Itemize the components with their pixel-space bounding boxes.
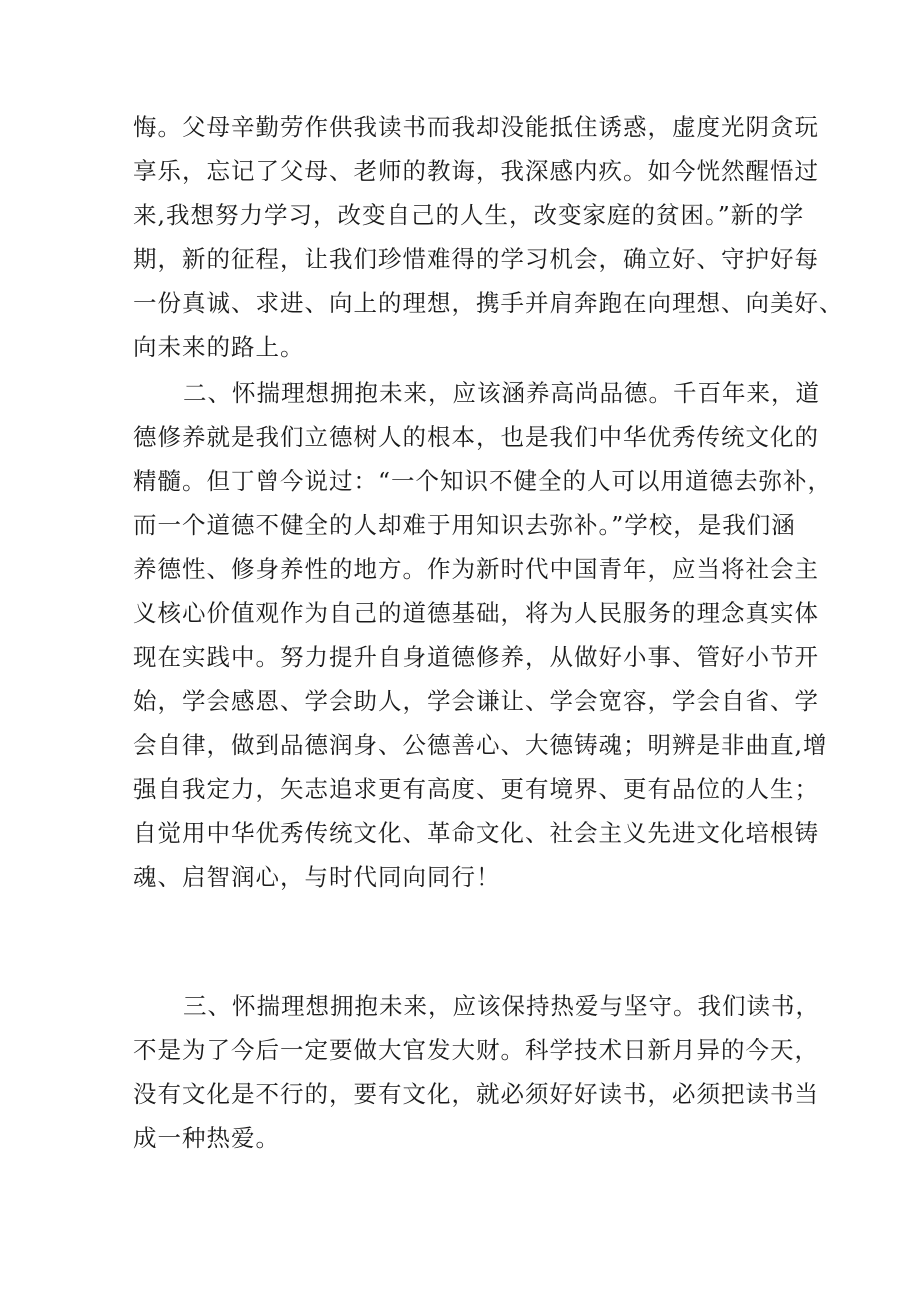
text-line: 强自我定力，矢志追求更有高度、更有境界、更有品位的人生； — [133, 775, 819, 803]
text-line: 来,我想努力学习，改变自己的人生，改变家庭的贫困。”新的学 — [133, 201, 805, 229]
text-line: 始，学会感恩、学会助人，学会谦让、学会宽容，学会自省、学 — [133, 687, 819, 715]
text-line: 二、怀揣理想拥抱未来，应该涵养高尚品德。千百年来，道 — [183, 379, 820, 407]
text-line: 自觉用中华优秀传统文化、革命文化、社会主义先进文化培根铸 — [133, 819, 819, 847]
text-line: 悔。父母辛勤劳作供我读书而我却没能抵住诱惑，虚度光阴贪玩 — [133, 113, 819, 141]
text-line: 享乐，忘记了父母、老师的教诲，我深感内疚。如今恍然醒悟过 — [133, 157, 819, 185]
text-line: 不是为了今后一定要做大官发大财。科学技术日新月异的今天， — [133, 1036, 819, 1064]
text-line: 期，新的征程，让我们珍惜难得的学习机会，确立好、守护好每 — [133, 245, 819, 273]
text-line: 一份真诚、求进、向上的理想，携手并肩奔跑在向理想、向美好、 — [133, 289, 844, 317]
text-line: 向未来的路上。 — [133, 333, 305, 361]
text-line: 义核心价值观作为自己的道德基础，将为人民服务的理念真实体 — [133, 599, 819, 627]
text-line: 三、怀揣理想拥抱未来，应该保持热爱与坚守。我们读书， — [183, 992, 820, 1020]
paragraph-section-three — [133, 984, 820, 1160]
text-line: 而一个道德不健全的人却难于用知识去弥补。”学校，是我们涵 — [133, 511, 796, 539]
text-line: 魂、启智润心，与时代同向同行！ — [133, 863, 501, 891]
text-line: 养德性、修身养性的地方。作为新时代中国青年，应当将社会主 — [133, 555, 819, 583]
paragraph-continuation — [133, 105, 844, 369]
text-line: 现在实践中。努力提升自身道德修养，从做好小事、管好小节开 — [133, 643, 819, 671]
text-line: 没有文化是不行的，要有文化，就必须好好读书，必须把读书当 — [133, 1080, 819, 1108]
text-line: 成一种热爱。 — [133, 1124, 280, 1152]
paragraph-section-two — [133, 371, 833, 899]
text-line: 精髓。但丁曾今说过：“一个知识不健全的人可以用道德去弥补， — [133, 467, 833, 495]
text-line: 会自律，做到品德润身、公德善心、大德铸魂；明辨是非曲直,增 — [133, 731, 828, 759]
text-line: 德修养就是我们立德树人的根本，也是我们中华优秀传统文化的 — [133, 423, 819, 451]
